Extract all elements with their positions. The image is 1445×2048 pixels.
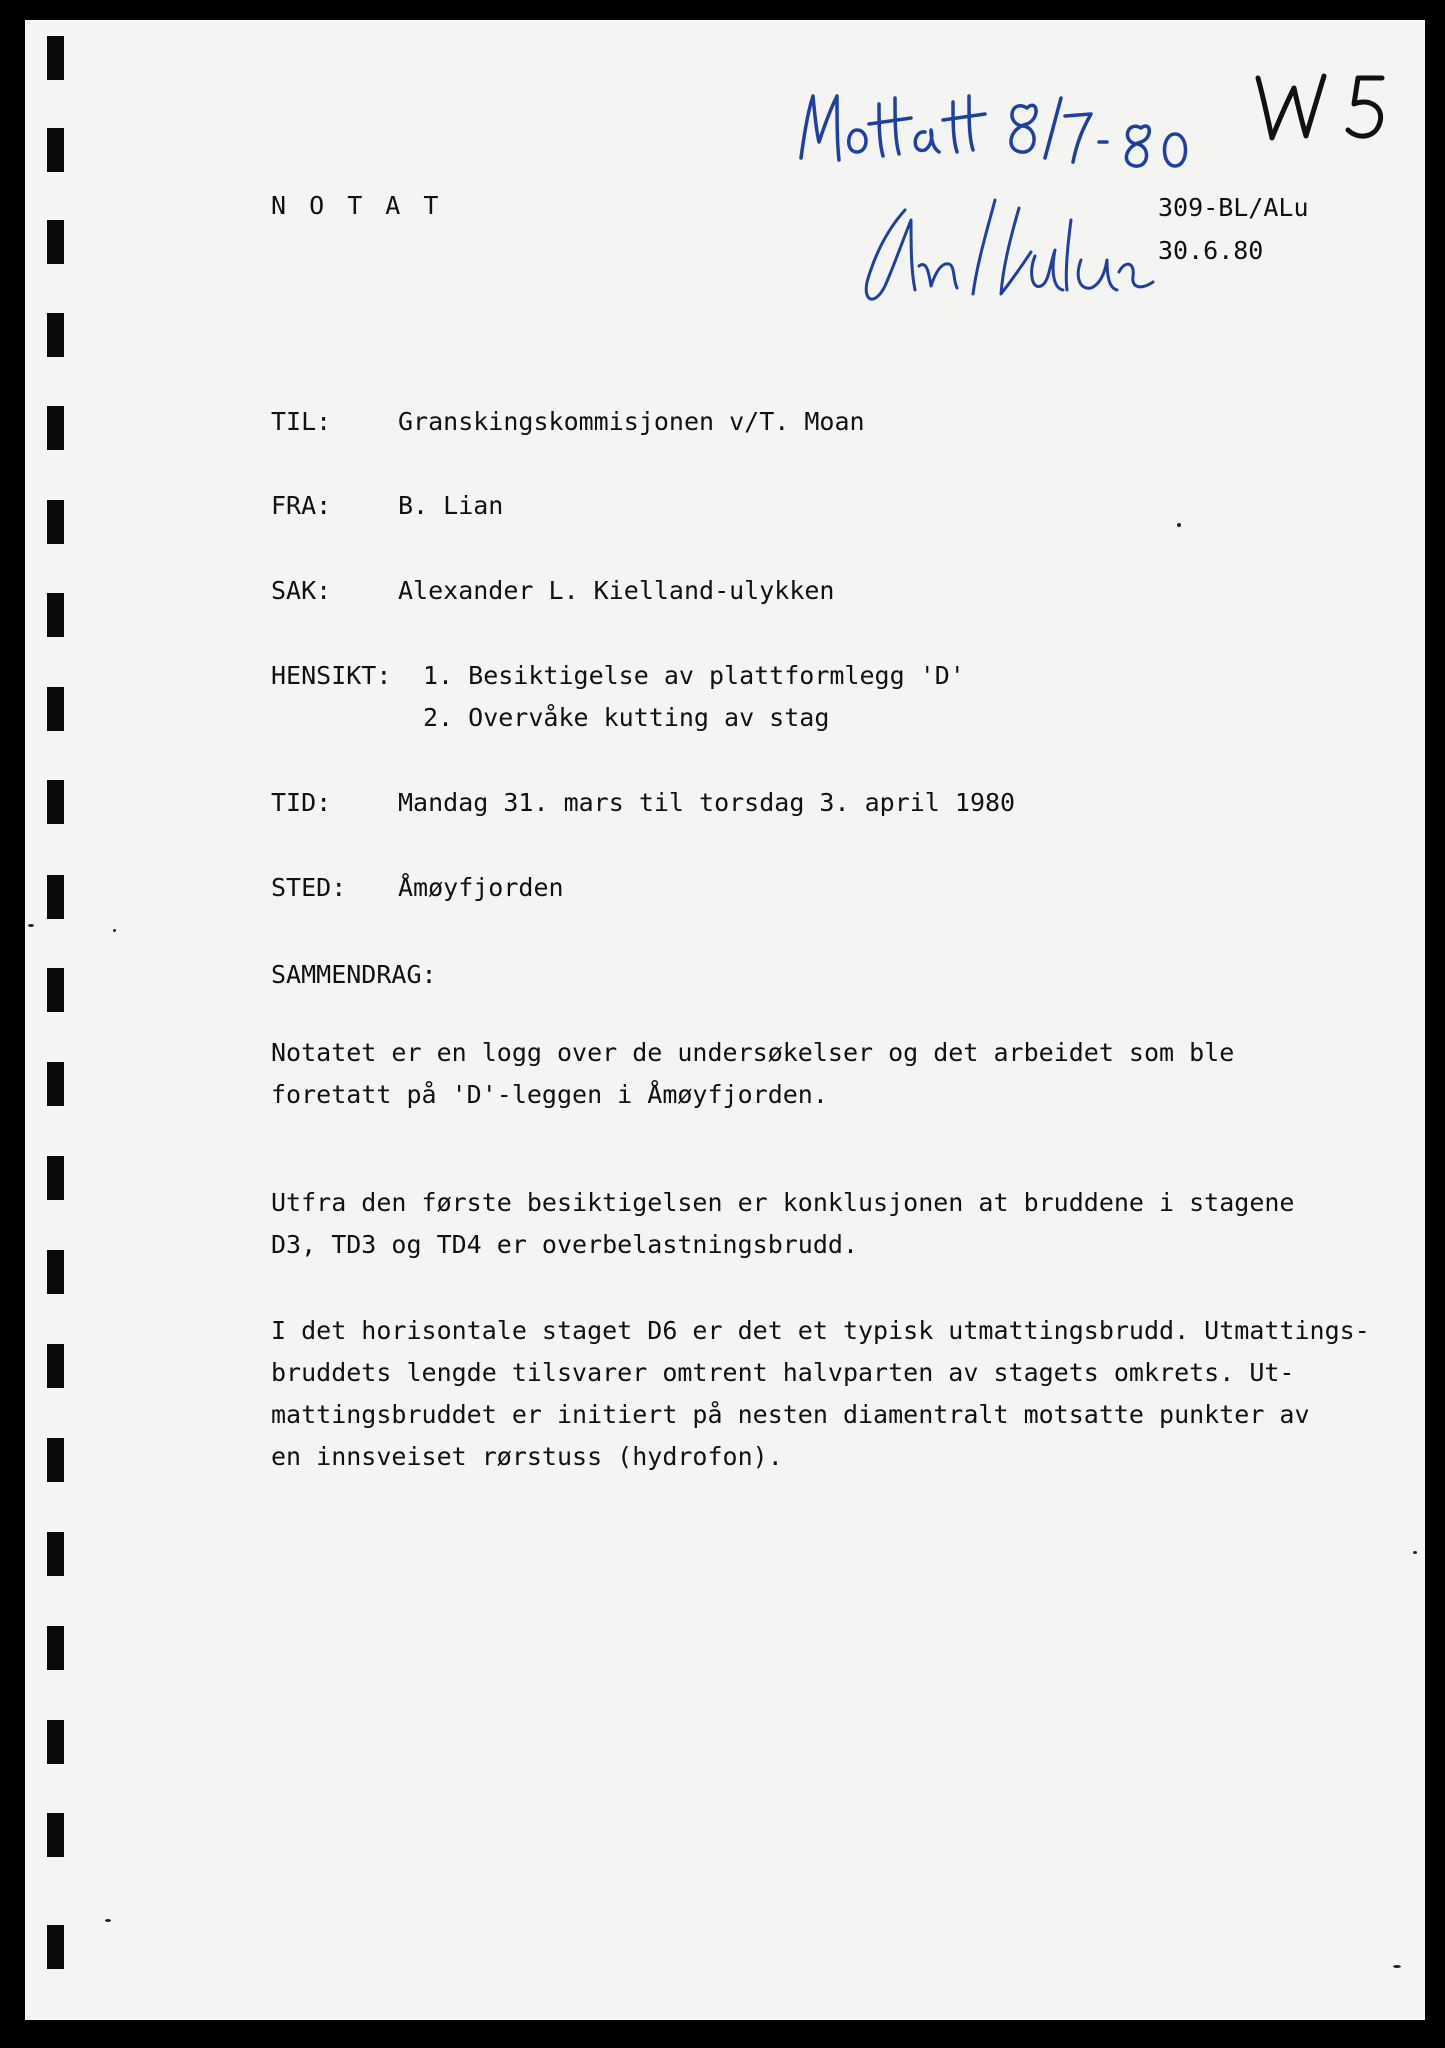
binding-hole [47, 128, 64, 172]
speck [1413, 1551, 1417, 1554]
binding-hole [47, 1813, 64, 1857]
speck [28, 924, 34, 927]
binding-hole [47, 1250, 64, 1294]
binding-hole [47, 968, 64, 1012]
binding-hole [47, 1438, 64, 1482]
binding-hole [47, 593, 64, 637]
speck [1393, 1965, 1401, 1968]
binding-hole [47, 313, 64, 357]
speck [1177, 523, 1181, 527]
binding-hole [47, 875, 64, 919]
summary-heading: SAMMENDRAG: [271, 960, 437, 989]
speck [113, 929, 116, 932]
binding-hole [47, 1925, 64, 1969]
reference-code: 309-BL/ALu [1158, 193, 1309, 222]
til-value: Granskingskommisjonen v/T. Moan [398, 407, 865, 436]
tid-label: TID: [271, 788, 332, 817]
document-title: N O T A T [271, 191, 443, 220]
sted-value: Åmøyfjorden [398, 873, 564, 902]
binding-hole [47, 36, 64, 80]
binding-hole [47, 1062, 64, 1106]
binding-hole [47, 1626, 64, 1670]
hensikt-item: 1. Besiktigelse av plattformlegg 'D' [423, 661, 965, 690]
binding-hole [47, 687, 64, 731]
sted-label: STED: [271, 873, 347, 902]
hensikt-item: 2. Overvåke kutting av stag [423, 703, 830, 732]
binding-hole [47, 220, 64, 264]
binding-hole [47, 1344, 64, 1388]
til-label: TIL: [271, 407, 332, 436]
received-handwriting [765, 68, 1225, 178]
speck [105, 1919, 111, 1922]
binding-hole [47, 1156, 64, 1200]
tid-value: Mandag 31. mars til torsdag 3. april 1980 [398, 788, 1016, 817]
binding-hole [47, 780, 64, 824]
summary-paragraph: Utfra den første besiktigelsen er konklusjonen at bruddene i stagene D3, TD3 og TD4 er overbelastningsbrudd. [271, 1188, 1295, 1259]
sak-label: SAK: [271, 576, 332, 605]
summary-paragraph: Notatet er en logg over de undersøkelser og det arbeidet som ble foretatt på 'D'-leggen i Åmøyfjorden. [271, 1038, 1235, 1109]
binding-hole [47, 1532, 64, 1576]
sak-value: Alexander L. Kielland-ulykken [398, 576, 835, 605]
document-date: 30.6.80 [1158, 236, 1264, 265]
fra-value: B. Lian [398, 491, 504, 520]
hensikt-label: HENSIKT: [271, 661, 392, 690]
document-code-mark [1250, 60, 1400, 155]
fra-label: FRA: [271, 491, 332, 520]
binding-hole [47, 1720, 64, 1764]
document-page [25, 20, 1425, 2020]
summary-paragraph: I det horisontale staget D6 er det et typisk utmattingsbrudd. Utmattings- bruddets lengde tilsvarer omtrent halvparten av stagets omkrets. Ut- mattingsbruddet er initiert på nesten diamentralt motsatte punkter av en innsveiset rørstuss (hydrofon). [271, 1316, 1370, 1471]
binding-hole [47, 500, 64, 544]
binding-hole [47, 406, 64, 450]
